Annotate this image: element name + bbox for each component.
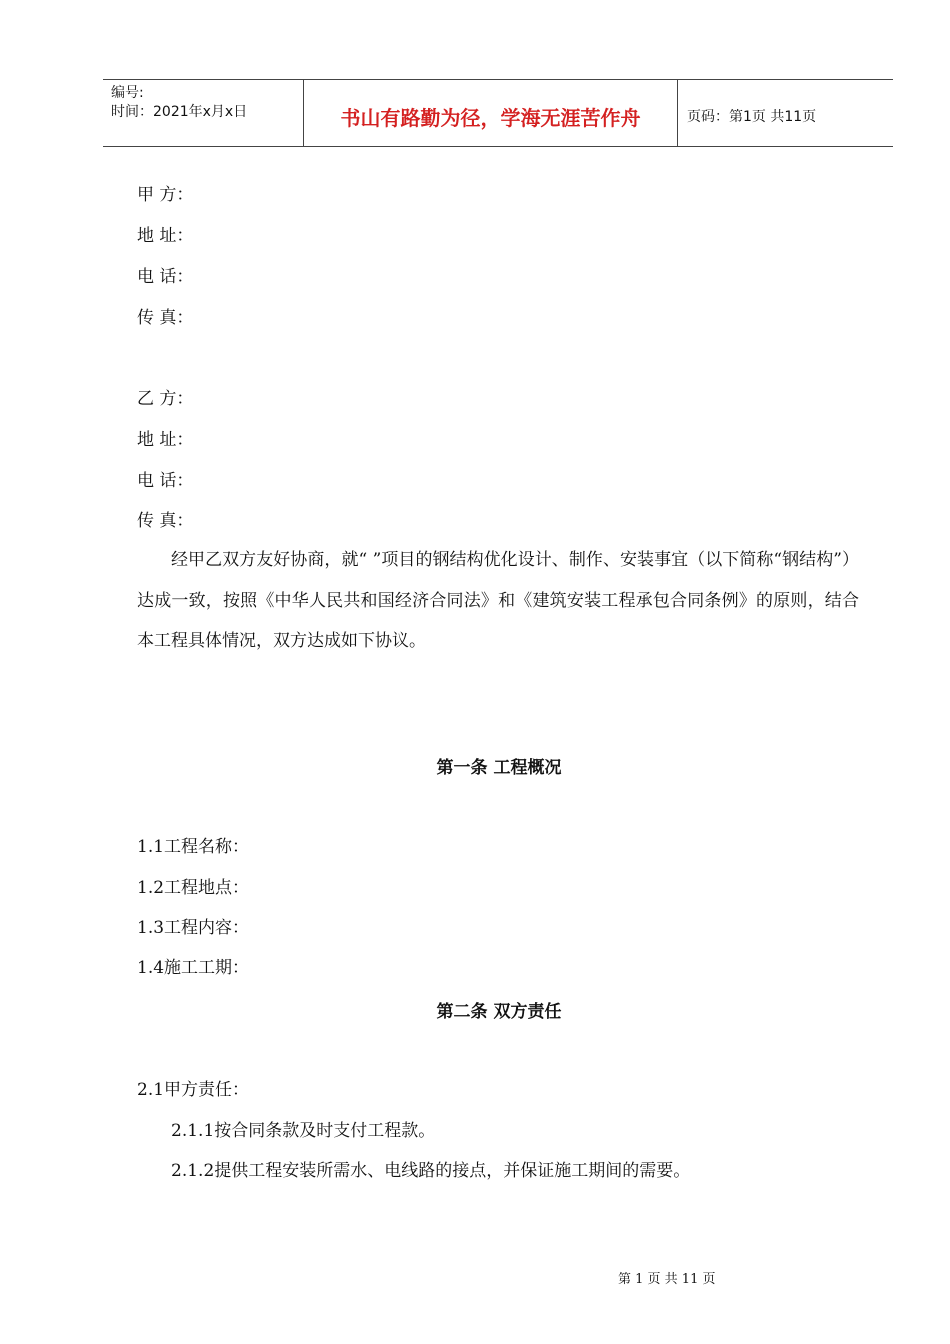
doc-number-label: 编号: xyxy=(111,85,144,101)
item-2-1: 2.1甲方责任： xyxy=(137,1080,250,1100)
item-1-1: 1.1工程名称： xyxy=(137,837,250,857)
page-header xyxy=(103,79,893,147)
party-b-fax-label: 传 真： xyxy=(137,511,194,531)
header-page-cell xyxy=(678,80,893,146)
header-motto-cell xyxy=(304,80,678,146)
header-meta-cell xyxy=(103,80,304,146)
section-2-heading: 第二条 双方责任 xyxy=(436,1002,562,1022)
page-footer: 第 1 页 共 11 页 xyxy=(618,1272,716,1287)
party-b-address-label: 地 址： xyxy=(137,430,194,450)
header-page-label: 页码：第1页 共11页 xyxy=(687,109,817,125)
party-b-name-label: 乙 方： xyxy=(137,389,194,409)
doc-time-label: 时间：2021年x月x日 xyxy=(111,104,248,120)
item-2-1-1: 2.1.1按合同条款及时支付工程款。 xyxy=(171,1121,436,1141)
item-1-4: 1.4施工工期： xyxy=(137,958,250,978)
item-1-3: 1.3工程内容： xyxy=(137,918,250,938)
item-2-1-2: 2.1.2提供工程安装所需水、电线路的接点，并保证施工期间的需要。 xyxy=(171,1161,691,1181)
party-a-fax-label: 传 真： xyxy=(137,308,194,328)
party-b-phone-label: 电 话： xyxy=(137,471,194,491)
header-motto: 书山有路勤为径，学海无涯苦作舟 xyxy=(340,106,641,130)
party-a-name-label: 甲 方： xyxy=(137,185,194,205)
item-1-2: 1.2工程地点： xyxy=(137,878,250,898)
intro-paragraph: 经甲乙双方友好协商，就“ ”项目的钢结构优化设计、制作、安装事宜（以下简称“钢结构”）达成一致，按照《中华人民共和国经济合同法》和《建筑安装工程承包合同条例》的原则，结合本工程具体情况，双方达成如下协议。 xyxy=(137,550,859,652)
section-1-heading: 第一条 工程概况 xyxy=(436,758,562,778)
party-a-phone-label: 电 话： xyxy=(137,267,194,287)
party-a-address-label: 地 址： xyxy=(137,226,194,246)
